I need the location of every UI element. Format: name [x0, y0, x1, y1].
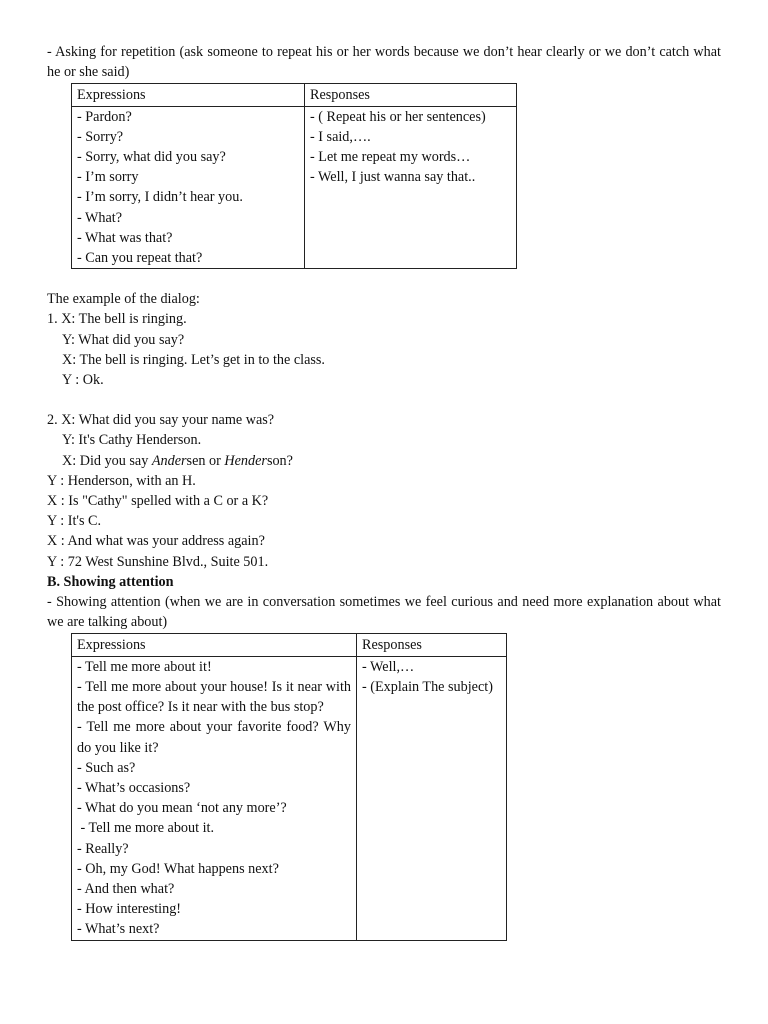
section-a-intro: - Asking for repetition (ask someone to repeat his or her words because we don’t hear clearly or we don’t catch what he or she said) — [47, 44, 721, 81]
list-item: - I said,…. — [310, 128, 371, 145]
list-item: - Well, I just wanna say that.. — [310, 169, 476, 186]
table-header-row — [72, 84, 517, 106]
list-item: - Let me repeat my words… — [310, 149, 471, 166]
dialog-text: sen or — [186, 452, 225, 469]
list-item: - How interesting! — [77, 901, 182, 918]
list-item: - What was that? — [77, 229, 173, 246]
document-page — [47, 42, 721, 941]
dialog-text: son? — [266, 452, 293, 469]
responses-cell — [357, 656, 507, 940]
list-item: - Sorry, what did you say? — [77, 149, 226, 166]
expressions-header: Expressions — [72, 634, 357, 656]
dialog-text: X: Did you say — [62, 452, 152, 469]
list-item: - What? — [77, 209, 123, 226]
dialog-1-line-1: 1. X: The bell is ringing. — [47, 311, 187, 328]
expressions-cell — [72, 656, 357, 940]
list-item: - What’s occasions? — [77, 779, 191, 796]
list-item: - What’s next? — [77, 921, 160, 938]
list-item: - Can you repeat that? — [77, 250, 203, 267]
list-item: - Tell me more about your house! Is it near with the post office? Is it near with the bus stop? — [77, 678, 351, 716]
dialog-2-line-4: Y : Henderson, with an H. — [47, 472, 196, 489]
dialog-2-line-3 — [47, 451, 721, 471]
dialog-italic-text: Ander — [151, 452, 187, 469]
dialog-1-line-2: Y: What did you say? — [62, 331, 185, 348]
dialog-2-line-1: 2. X: What did you say your name was? — [47, 412, 275, 429]
list-item: - ( Repeat his or her sentences) — [310, 108, 486, 125]
dialog-2-line-7: X : And what was your address again? — [47, 533, 265, 550]
list-item: - Sorry? — [77, 128, 124, 145]
expressions-cell — [72, 106, 305, 269]
list-item: - (Explain The subject) — [362, 678, 493, 695]
table-header-row — [72, 634, 507, 656]
list-item: - Oh, my God! What happens next? — [77, 860, 279, 877]
list-item: - Pardon? — [77, 108, 132, 125]
dialog-2-line-6: Y : It's C. — [47, 513, 102, 530]
list-item: - I’m sorry — [77, 169, 139, 186]
dialog-italic-text: Hender — [224, 452, 267, 469]
list-item: - Tell me more about it! — [77, 658, 212, 675]
dialog-2-line-2: Y: It's Cathy Henderson. — [62, 432, 202, 449]
list-item: - Tell me more about it. — [77, 820, 215, 837]
repetition-table — [71, 83, 517, 269]
dialog-2-line-8: Y : 72 West Sunshine Blvd., Suite 501. — [47, 553, 269, 570]
dialog-heading: The example of the dialog: — [47, 291, 200, 308]
dialog-1-line-3: X: The bell is ringing. Let’s get in to the class. — [62, 351, 325, 368]
list-item: - And then what? — [77, 880, 175, 897]
section-b-heading: B. Showing attention — [47, 573, 174, 590]
list-item: - I’m sorry, I didn’t hear you. — [77, 189, 243, 206]
dialog-2-line-5: X : Is "Cathy" spelled with a C or a K? — [47, 493, 269, 510]
dialog-1-line-4: Y : Ok. — [62, 372, 104, 389]
list-item: - What do you mean ‘not any more’? — [77, 800, 287, 817]
list-item: - Really? — [77, 840, 129, 857]
responses-header: Responses — [305, 84, 517, 106]
responses-cell — [305, 106, 517, 269]
expressions-header: Expressions — [72, 84, 305, 106]
list-item: - Such as? — [77, 759, 136, 776]
attention-table — [71, 633, 507, 940]
responses-header: Responses — [357, 634, 507, 656]
list-item: - Well,… — [362, 658, 415, 675]
table-row — [72, 106, 517, 269]
list-item: - Tell me more about your favorite food? Why do you like it? — [77, 719, 351, 756]
section-b-intro: - Showing attention (when we are in conversation sometimes we feel curious and need more explanation about what we are talking about) — [47, 594, 721, 631]
table-row — [72, 656, 507, 940]
